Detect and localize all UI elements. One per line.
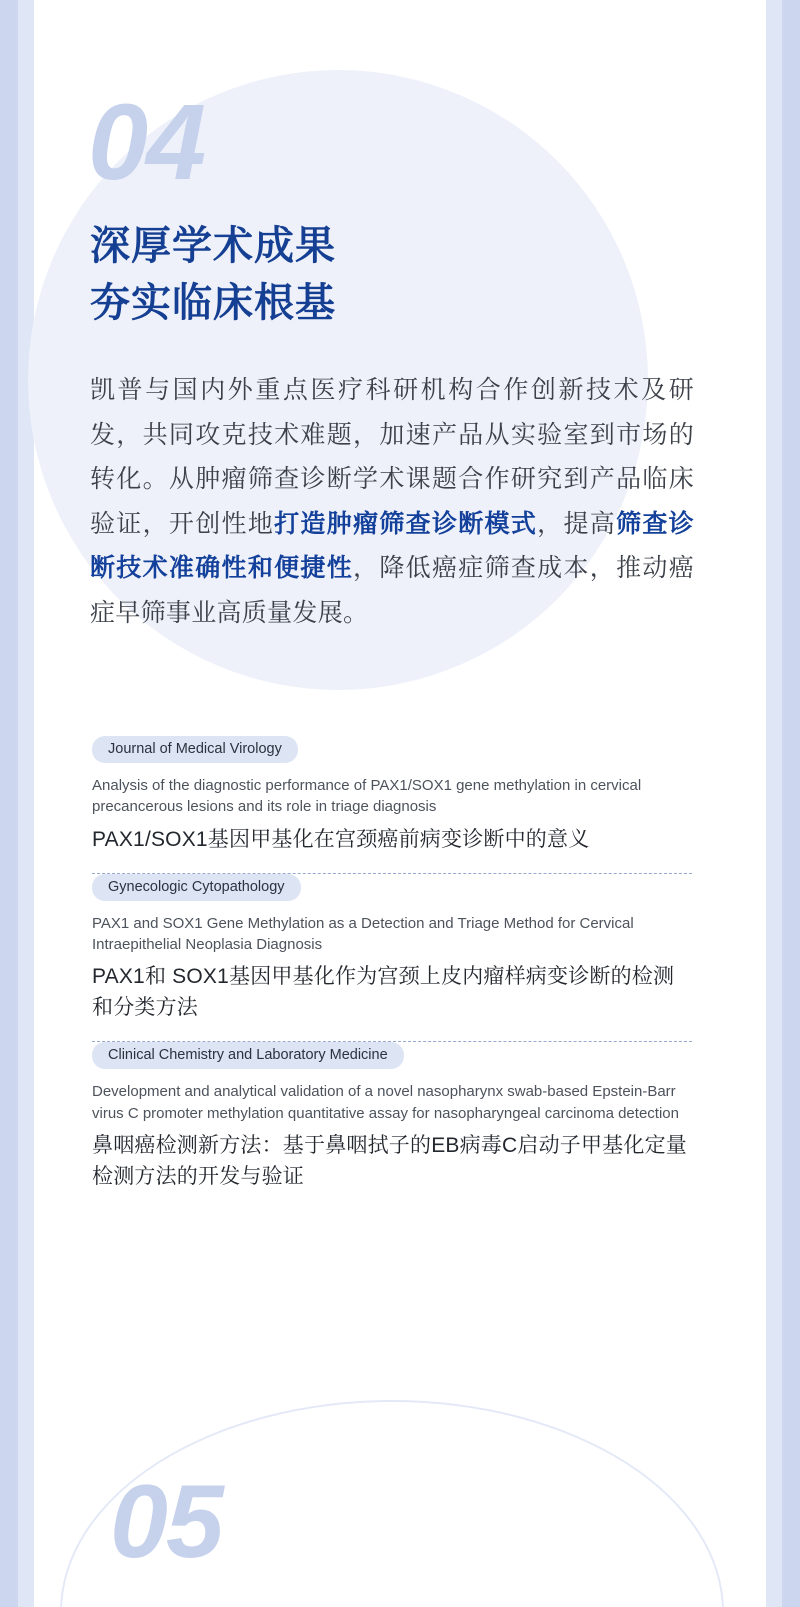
body-part-2: ，提高 bbox=[537, 509, 617, 538]
list-item bbox=[92, 874, 692, 1042]
journal-badge: Clinical Chemistry and Laboratory Medicine bbox=[92, 1042, 404, 1069]
paper-title-cn: PAX1和 SOX1基因甲基化作为宫颈上皮内瘤样病变诊断的检测和分类方法 bbox=[92, 965, 675, 1020]
body-paragraph bbox=[90, 368, 694, 635]
paper-title-en: PAX1 and SOX1 Gene Methylation as a Detection and Triage Method for Cervical Intraepithelial Neoplasia Diagnosis bbox=[92, 914, 634, 953]
list-item bbox=[92, 1042, 692, 1210]
body-highlight-1: 打造肿瘤筛查诊断模式 bbox=[274, 509, 538, 538]
body-part-1: 凯普与国内外重点医疗科研机构合作创新技术及研发，共同攻克技术难题，加速产品从实验室到市场的转化。从肿瘤筛查诊断学术课题合作研究到产品临床验证，开创性地 bbox=[90, 376, 694, 538]
paper-title-cn: 鼻咽癌检测新方法：基于鼻咽拭子的EB病毒C启动子甲基化定量检测方法的开发与验证 bbox=[92, 1134, 687, 1189]
paper-title-cn: PAX1/SOX1基因甲基化在宫颈癌前病变诊断中的意义 bbox=[92, 827, 590, 851]
body-part-3: ，降低癌症筛查成本，推动癌症早筛事业高质量发展。 bbox=[90, 554, 694, 627]
section-number-watermark: 04 bbox=[88, 81, 205, 202]
next-section-number-watermark: 05 bbox=[110, 1464, 222, 1580]
list-item bbox=[92, 736, 692, 873]
journal-badge: Journal of Medical Virology bbox=[92, 736, 298, 763]
journal-badge: Gynecologic Cytopathology bbox=[92, 874, 301, 901]
headline-line-2: 夯实临床根基 bbox=[90, 280, 336, 325]
headline-line-1: 深厚学术成果 bbox=[90, 224, 336, 268]
page-title bbox=[90, 218, 710, 332]
paper-title-en: Development and analytical validation of a novel nasopharynx swab-based Epstein-Barr virus C promoter methylation quantitative assay for nasopharyngeal carcinoma detection bbox=[92, 1083, 679, 1122]
publication-list bbox=[92, 736, 692, 1210]
paper-title-en: Analysis of the diagnostic performance of PAX1/SOX1 gene methylation in cervical precancerous lesions and its role in triage diagnosis bbox=[92, 777, 642, 816]
body-highlight-2: 筛查诊断技术准确性和便捷性 bbox=[90, 509, 694, 582]
